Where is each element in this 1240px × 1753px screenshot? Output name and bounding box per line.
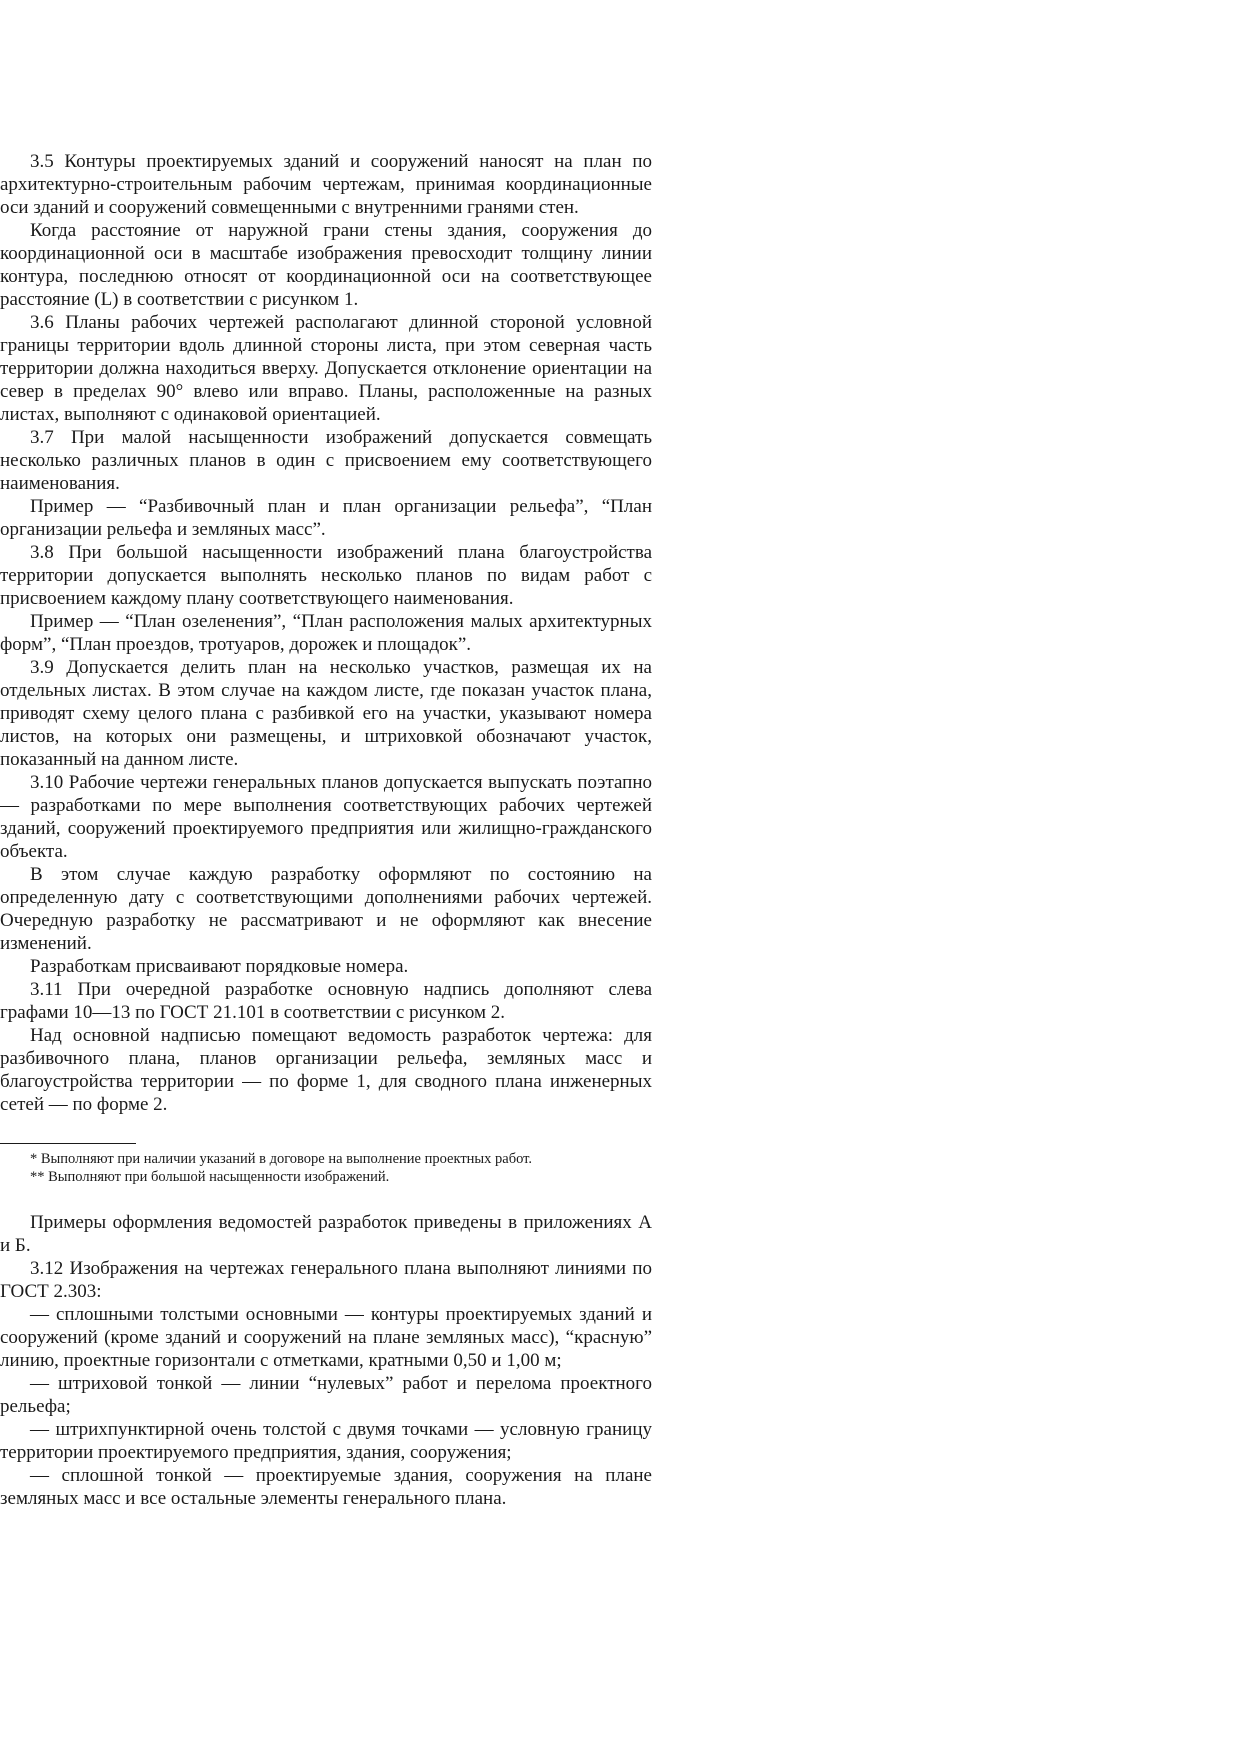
paragraph-3-11: 3.11 При очередной разработке основную надпись дополняют слева графами 10—13 по ГОСТ 21.101 в соответствии с рисунком 2. bbox=[0, 979, 652, 1023]
paragraph-examples-appendix: Примеры оформления ведомостей разработок приведены в приложениях А и Б. bbox=[0, 1212, 652, 1256]
list-item-solid-thick: — сплошными толстыми основными — контуры проектируемых зданий и сооружений (кроме зданий и сооружений на плане земляных масс), “красную” линию, проектные горизонтали с отметками, кратными 0,50 и 1,00 м; bbox=[0, 1304, 652, 1371]
document-page bbox=[0, 150, 652, 1510]
paragraph-3-8: 3.8 При большой насыщенности изображений плана благоустройства территории допускается выполнять несколько планов по видам работ с присвоением каждому плану соответствующего наименования. bbox=[0, 542, 652, 609]
footnotes bbox=[0, 1150, 652, 1186]
paragraph-stage-state: В этом случае каждую разработку оформляют по состоянию на определенную дату с соответствующими дополнениями рабочих чертежей. Очередную разработку не рассматривают и не оформляют как внесение изменений. bbox=[0, 864, 652, 954]
paragraph-example-1: Пример — “Разбивочный план и план организации рельефа”, “План организации рельефа и земляных масс”. bbox=[0, 496, 652, 540]
footnote-separator bbox=[0, 1143, 136, 1144]
list-item-dashed-thin: — штриховой тонкой — линии “нулевых” работ и перелома проектного рельефа; bbox=[0, 1373, 652, 1417]
list-item-dash-dot-thick: — штрихпунктирной очень толстой с двумя точками — условную границу территории проектируемого предприятия, здания, сооружения; bbox=[0, 1419, 652, 1463]
paragraph-3-9: 3.9 Допускается делить план на несколько участков, размещая их на отдельных листах. В этом случае на каждом листе, где показан участок плана, приводят схему целого плана с разбивкой его на участки, указывают номера листов, на которых они размещены, и штриховкой обозначают участок, показанный на данном листе. bbox=[0, 657, 652, 770]
paragraph-3-6: 3.6 Планы рабочих чертежей располагают длинной стороной условной границы территории вдоль длинной стороны листа, при этом северная часть территории должна находиться вверху. Допускается отклонение ориентации на север в пределах 90° влево или вправо. Планы, расположенные на разных листах, выполняют с одинаковой ориентацией. bbox=[0, 312, 652, 425]
spacer bbox=[0, 1186, 652, 1211]
footnote-2: ** Выполняют при большой насыщенности изображений. bbox=[30, 1169, 390, 1185]
paragraph-revision-list: Над основной надписью помещают ведомость разработок чертежа: для разбивочного плана, планов организации рельефа, земляных масс и благоустройства территории — по форме 1, для сводного плана инженерных сетей — по форме 2. bbox=[0, 1025, 652, 1115]
paragraph-distance-L: Когда расстояние от наружной грани стены здания, сооружения до координационной оси в масштабе изображения превосходит толщину линии контура, последнюю относят от координационной оси на соответствующее расстояние (L) в соответствии с рисунком 1. bbox=[0, 220, 652, 310]
paragraph-3-7: 3.7 При малой насыщенности изображений допускается совмещать несколько различных планов в один с присвоением ему соответствующего наименования. bbox=[0, 427, 652, 494]
main-text-top bbox=[0, 150, 652, 1116]
paragraph-numbering: Разработкам присваивают порядковые номера. bbox=[30, 956, 409, 977]
paragraph-3-10: 3.10 Рабочие чертежи генеральных планов допускается выпускать поэтапно — разработками по мере выполнения соответствующих рабочих чертежей зданий, сооружений проектируемого предприятия или жилищно-гражданского объекта. bbox=[0, 772, 652, 862]
paragraph-example-2: Пример — “План озеленения”, “План расположения малых архитектурных форм”, “План проездов, тротуаров, дорожек и площадок”. bbox=[0, 611, 652, 655]
list-item-solid-thin: — сплошной тонкой — проектируемые здания, сооружения на плане земляных масс и все остальные элементы генерального плана. bbox=[0, 1465, 652, 1509]
footnote-1: * Выполняют при наличии указаний в договоре на выполнение проектных работ. bbox=[30, 1151, 533, 1167]
paragraph-3-5: 3.5 Контуры проектируемых зданий и сооружений наносят на план по архитектурно-строительным рабочим чертежам, принимая координационные оси зданий и сооружений совмещенными с внутренними гранями стен. bbox=[0, 151, 652, 218]
paragraph-3-12: 3.12 Изображения на чертежах генерального плана выполняют линиями по ГОСТ 2.303: bbox=[0, 1258, 652, 1302]
main-text-bottom bbox=[0, 1211, 652, 1510]
